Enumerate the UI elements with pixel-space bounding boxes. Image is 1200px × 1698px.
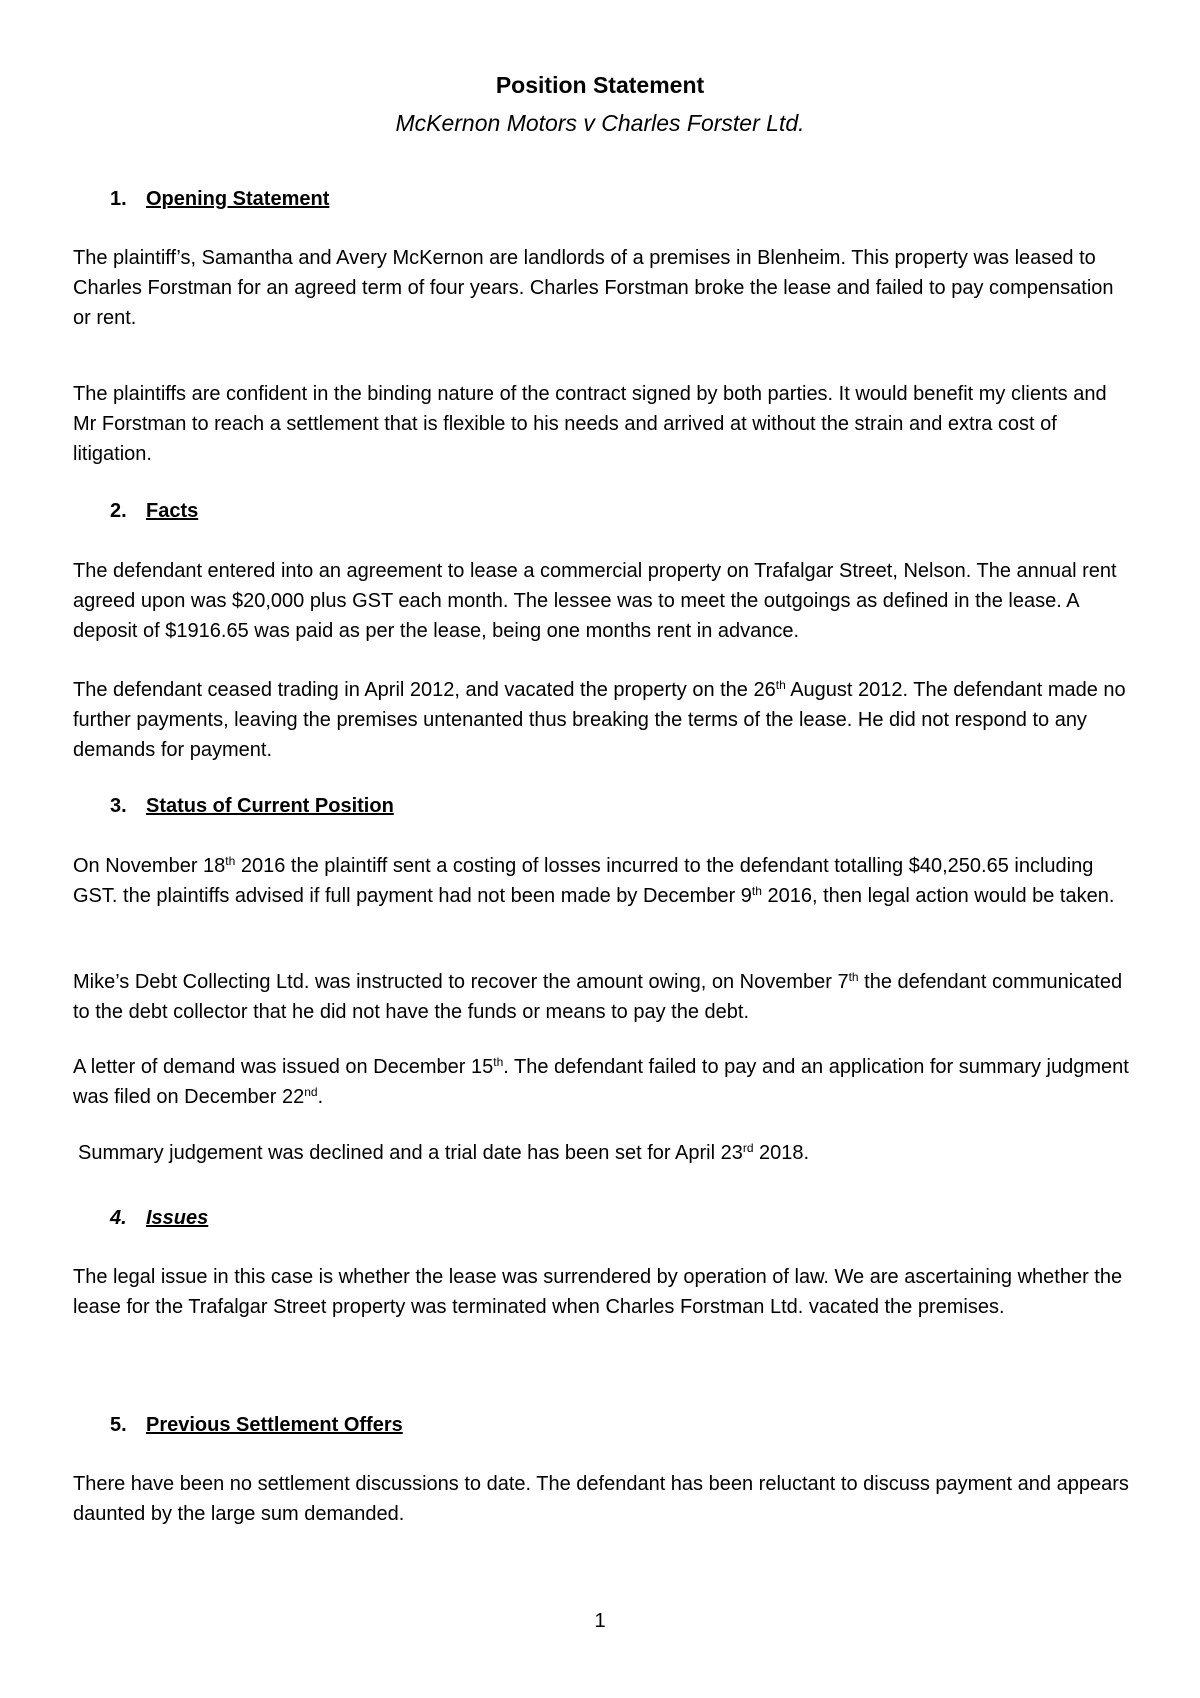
paragraph: The plaintiff’s, Samantha and Avery McKernon are landlords of a premises in Blenheim. This property was leased to Charles Forstman for an agreed term of four years. Charles Forstman broke the lease and failed to pay compensation or rent. xyxy=(73,247,1114,329)
section-number: 5. xyxy=(110,1414,127,1436)
section-title: Previous Settlement Offers xyxy=(146,1414,403,1436)
section-heading-settlement-offers xyxy=(110,1414,403,1437)
section-title: Facts xyxy=(146,500,199,522)
section-heading-issues xyxy=(110,1207,208,1230)
document-subtitle: McKernon Motors v Charles Forster Ltd. xyxy=(395,110,805,136)
section-title: Issues xyxy=(146,1207,209,1229)
paragraph: The plaintiffs are confident in the binding nature of the contract signed by both parties. It would benefit my clients and Mr Forstman to reach a settlement that is flexible to his needs and arrived at without the strain and extra cost of litigation. xyxy=(73,383,1107,465)
paragraph: A letter of demand was issued on December 15th. The defendant failed to pay and an application for summary judgment was filed on December 22nd. xyxy=(73,1055,1129,1108)
paragraph: The defendant entered into an agreement to lease a commercial property on Trafalgar Street, Nelson. The annual rent agreed upon was $20,000 plus GST each month. The lessee was to meet the outgoings as defined in the lease. A deposit of $1916.65 was paid as per the lease, being one months rent in advance. xyxy=(73,560,1117,642)
paragraph: On November 18th 2016 the plaintiff sent a costing of losses incurred to the defendant totalling $40,250.65 including GST. the plaintiffs advised if full payment had not been made by December 9th 2016, then legal action would be taken. xyxy=(73,854,1115,907)
paragraph: Summary judgement was declined and a trial date has been set for April 23rd 2018. xyxy=(78,1141,810,1164)
paragraph: Mike’s Debt Collecting Ltd. was instructed to recover the amount owing, on November 7th the defendant communicated to the debt collector that he did not have the funds or means to pay the debt. xyxy=(73,970,1123,1023)
page-number: 1 xyxy=(594,1610,606,1632)
section-title: Opening Statement xyxy=(146,188,330,210)
section-number: 1. xyxy=(110,188,127,210)
section-heading-facts xyxy=(110,500,198,523)
section-heading-opening-statement xyxy=(110,188,329,211)
section-number: 2. xyxy=(110,500,127,522)
document-title: Position Statement xyxy=(495,72,705,98)
section-title: Status of Current Position xyxy=(146,795,394,817)
paragraph: The legal issue in this case is whether the lease was surrendered by operation of law. We are ascertaining whether the lease for the Trafalgar Street property was terminated when Charles Forstman Ltd. vacated the premises. xyxy=(73,1266,1123,1318)
paragraph: The defendant ceased trading in April 2012, and vacated the property on the 26th August 2012. The defendant made no further payments, leaving the premises untenanted thus breaking the terms of the lease. He did not respond to any demands for payment. xyxy=(73,678,1126,761)
section-number: 3. xyxy=(110,795,127,817)
section-number: 4. xyxy=(110,1207,127,1229)
paragraph: There have been no settlement discussions to date. The defendant has been reluctant to discuss payment and appears daunted by the large sum demanded. xyxy=(73,1473,1129,1525)
section-heading-status xyxy=(110,795,394,818)
